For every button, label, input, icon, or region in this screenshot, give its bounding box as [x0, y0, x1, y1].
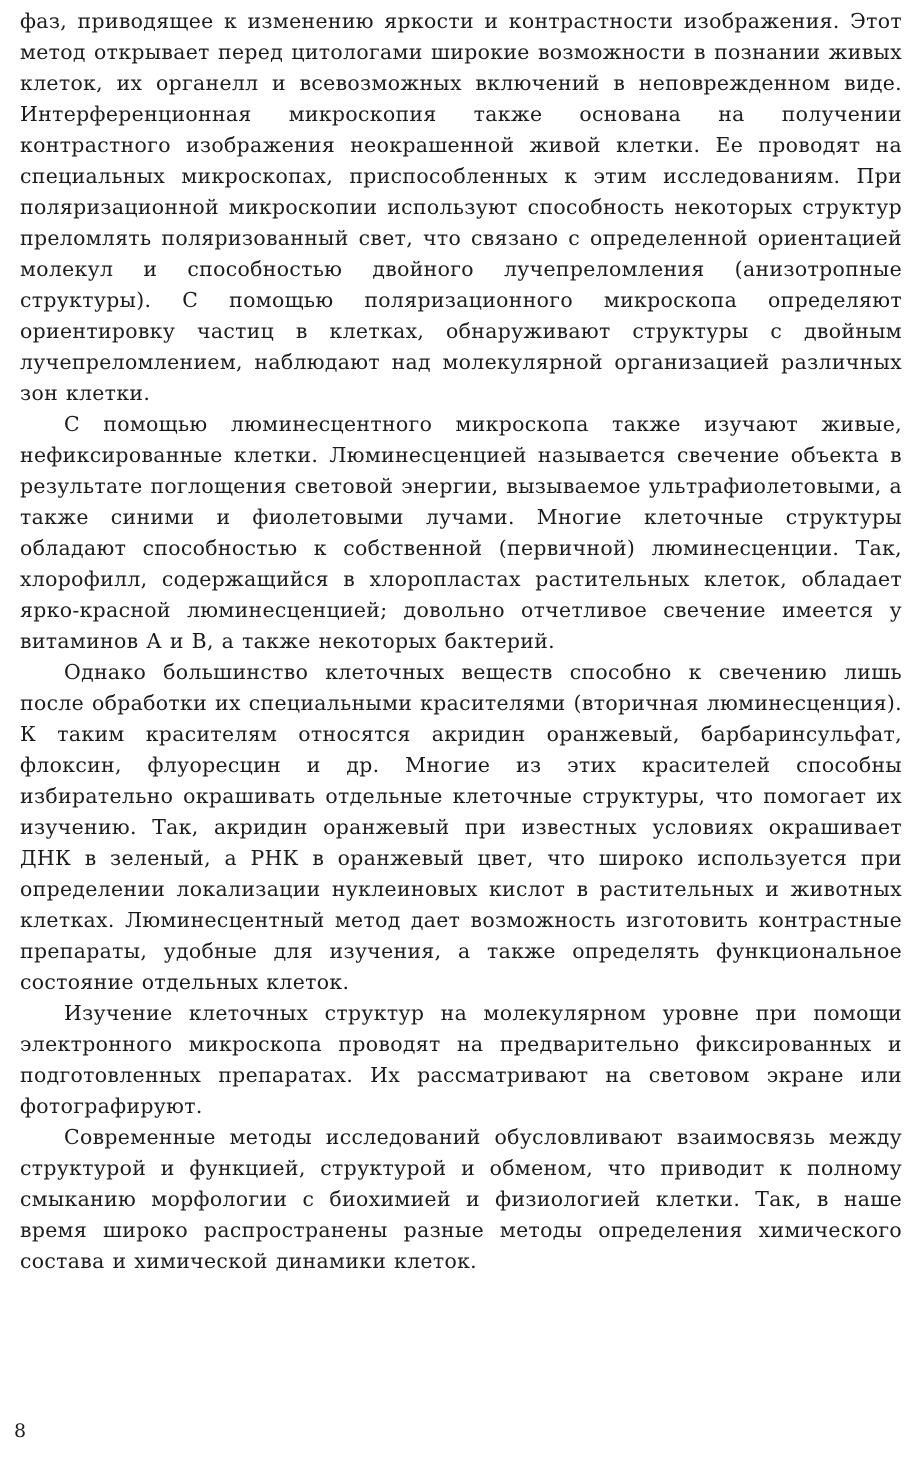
page-number: 8	[14, 1420, 27, 1442]
paragraph-5: Современные методы исследований обусловливают взаимосвязь между структурой и функцией, структурой и обменом, что приводит к полному смыканию морфологии с биохимией и физиологией клетки. Так, в наше время широко распространены разные методы определения химического состава и химической динамики клеток.	[20, 1125, 902, 1273]
page-body	[20, 6, 902, 1277]
paragraph-4: Изучение клеточных структур на молекулярном уровне при помощи электронного микроскопа проводят на предварительно фиксированных и подготовленных препаратах. Их рассматривают на световом экране или фотографируют.	[20, 1001, 902, 1118]
paragraph-1: фаз, приводящее к изменению яркости и контрастности изображения. Этот метод открывает перед цитологами широкие возможности в познании живых клеток, их органелл и всевозможных включений в неповрежденном виде. Интерференционная микроскопия также основана на получении контрастного изображения неокрашенной живой клетки. Ее проводят на специальных микроскопах, приспособленных к этим исследованиям. При поляризационной микроскопии используют способность некоторых структур преломлять поляризованный свет, что связано с определенной ориентацией молекул и способностью двойного лучепреломления (анизотропные структуры). С помощью поляризационного микроскопа определяют ориентировку частиц в клетках, обнаруживают структуры с двойным лучепреломлением, наблюдают над молекулярной организацией различных зон клетки.	[20, 9, 902, 405]
paragraph-2: С помощью люминесцентного микроскопа также изучают живые, нефиксированные клетки. Люминесценцией называется свечение объекта в результате поглощения световой энергии, вызываемое ультрафиолетовыми, а также синими и фиолетовыми лучами. Многие клеточные структуры обладают способностью к собственной (первичной) люминесценции. Так, хлорофилл, содержащийся в хлоропластах растительных клеток, обладает ярко-красной люминесценцией; довольно отчетливое свечение имеется у витаминов А и В, а также некоторых бактерий.	[20, 412, 902, 653]
paragraph-3: Однако большинство клеточных веществ способно к свечению лишь после обработки их специальными красителями (вторичная люминесценция). К таким красителям относятся акридин оранжевый, барбаринсульфат, флоксин, флуоресцин и др. Многие из этих красителей способны избирательно окрашивать отдельные клеточные структуры, что помогает их изучению. Так, акридин оранжевый при известных условиях окрашивает ДНК в зеленый, а РНК в оранжевый цвет, что широко используется при определении локализации нуклеиновых кислот в растительных и животных клетках. Люминесцентный метод дает возможность изготовить контрастные препараты, удобные для изучения, а также определять функциональное состояние отдельных клеток.	[20, 660, 902, 994]
